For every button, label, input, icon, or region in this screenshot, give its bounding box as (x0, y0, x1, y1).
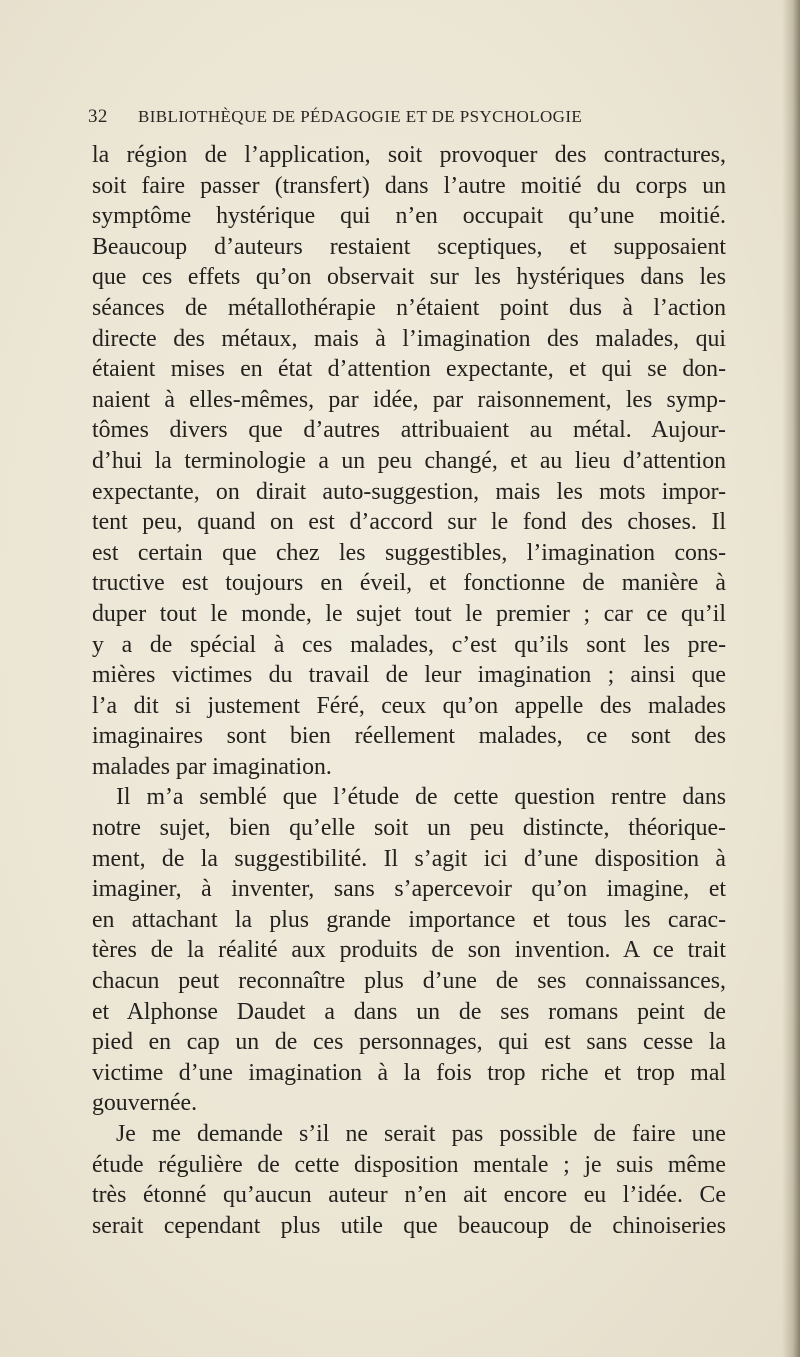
text-line: Beaucoup d’auteurs restaient sceptiques, et supposaient (92, 233, 726, 260)
text-line: Il m’a semblé que l’étude de cette question rentre dans (116, 784, 726, 811)
text-line: tructive est toujours en éveil, et fonctionne de manière à (92, 570, 726, 597)
text-line: séances de métallothérapie n’étaient point dus à l’action (92, 294, 726, 321)
text-line: en attachant la plus grande importance et tous les carac- (92, 906, 726, 933)
text-line: victime d’une imagination à la fois trop riche et trop mal (92, 1059, 726, 1086)
running-head: BIBLIOTHÈQUE DE PÉDAGOGIE ET DE PSYCHOLOGIE (138, 107, 583, 126)
page-number: 32 (88, 106, 108, 127)
text-line: pied en cap un de ces personnages, qui est sans cesse la (92, 1029, 726, 1056)
text-line: y a de spécial à ces malades, c’est qu’ils sont les pre- (92, 631, 726, 658)
text-line: que ces effets qu’on observait sur les hystériques dans les (92, 264, 726, 291)
text-line: naient à elles-mêmes, par idée, par raisonnement, les symp- (92, 386, 726, 413)
text-line: notre sujet, bien qu’elle soit un peu distincte, théorique- (92, 815, 726, 842)
text-line: soit faire passer (transfert) dans l’autre moitié du corps un (92, 172, 726, 199)
text-line: symptôme hystérique qui n’en occupait qu’une moitié. (92, 203, 726, 230)
text-line: étude régulière de cette disposition mentale ; je suis même (92, 1151, 726, 1178)
text-line: mières victimes du travail de leur imagination ; ainsi que (92, 662, 726, 689)
text-line: gouvernée. (92, 1090, 198, 1117)
body-text (92, 140, 726, 1241)
text-line: étaient mises en état d’attention expectante, et qui se don- (92, 356, 726, 383)
text-line: la région de l’application, soit provoquer des contractures, (92, 142, 726, 168)
text-line: directe des métaux, mais à l’imagination des malades, qui (92, 325, 726, 352)
text-line: serait cependant plus utile que beaucoup de chinoiseries (92, 1212, 726, 1239)
text-line: ment, de la suggestibilité. Il s’agit ici d’une disposition à (92, 845, 726, 872)
text-line: tères de la réalité aux produits de son invention. A ce trait (92, 937, 726, 964)
text-line: expectante, on dirait auto-suggestion, mais les mots impor- (92, 478, 726, 505)
text-line: l’a dit si justement Féré, ceux qu’on appelle des malades (92, 692, 726, 719)
page-edge-shadow (782, 0, 800, 1357)
text-line: malades par imagination. (92, 753, 332, 780)
text-line: d’hui la terminologie a un peu changé, et au lieu d’attention (92, 447, 726, 474)
text-line: très étonné qu’aucun auteur n’en ait encore eu l’idée. Ce (92, 1182, 726, 1209)
text-line: est certain que chez les suggestibles, l’imagination cons- (92, 539, 726, 566)
text-line: tent peu, quand on est d’accord sur le fond des choses. Il (92, 509, 726, 536)
text-line: tômes divers que d’autres attribuaient au métal. Aujour- (92, 417, 726, 444)
text-line: et Alphonse Daudet a dans un de ses romans peint de (92, 998, 726, 1025)
text-line: imaginaires sont bien réellement malades, ce sont des (92, 723, 726, 750)
text-line: Je me demande s’il ne serait pas possible de faire une (116, 1121, 726, 1147)
text-line: imaginer, à inventer, sans s’apercevoir qu’on imagine, et (92, 876, 726, 903)
page-header (88, 106, 728, 134)
text-line: duper tout le monde, le sujet tout le premier ; car ce qu’il (92, 600, 726, 627)
text-line: chacun peut reconnaître plus d’une de ses connaissances, (92, 968, 726, 995)
